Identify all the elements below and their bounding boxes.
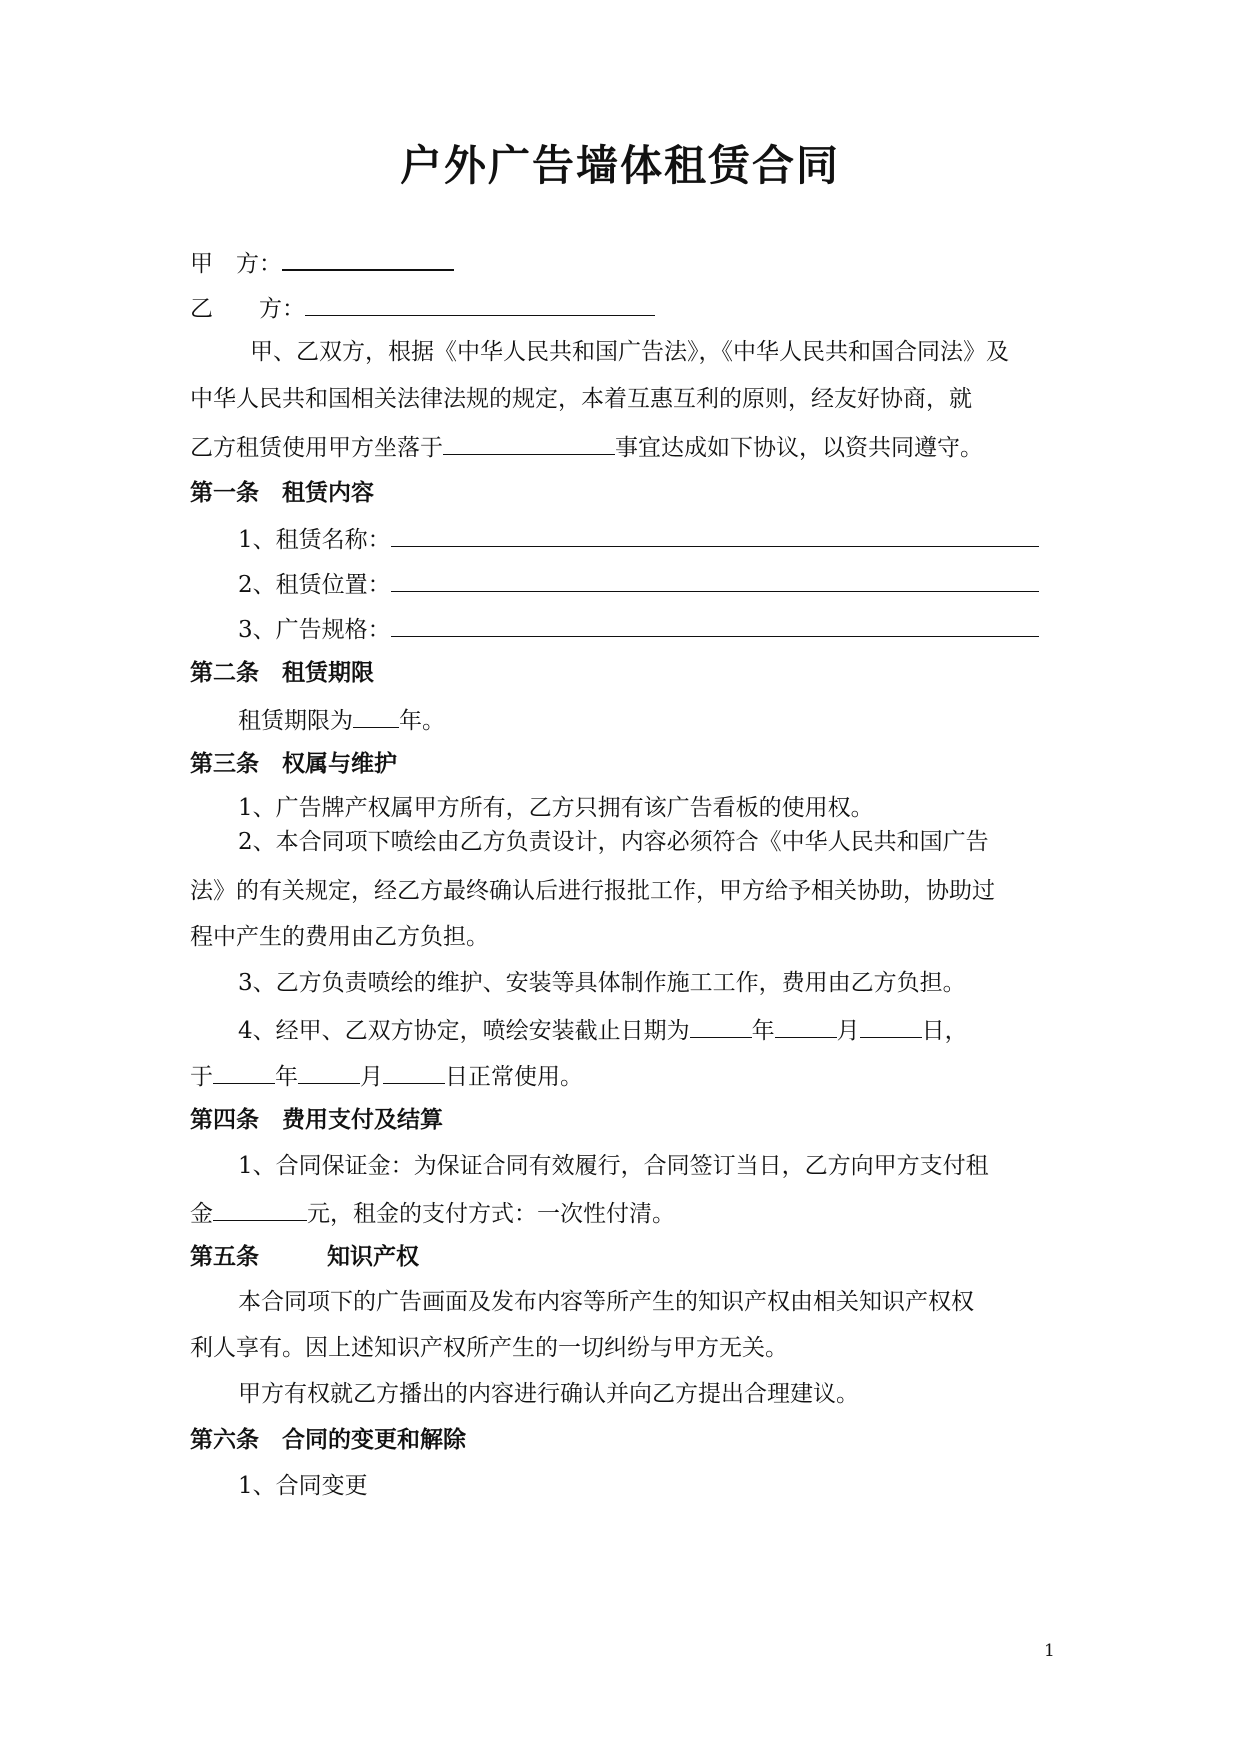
article-3-p1: 1、广告牌产权属甲方所有，乙方只拥有该广告看板的使用权。 (238, 795, 874, 821)
article-3-p4-line-2 (190, 1059, 583, 1093)
deadline-month-blank (775, 1013, 837, 1038)
article-6-heading: 第六条 合同的变更和解除 (190, 1427, 466, 1453)
ad-spec-label: 3、广告规格： (238, 617, 391, 643)
page-title: 户外广告墙体租赁合同 (399, 141, 840, 190)
day-label: 日， (921, 1018, 968, 1044)
article-5-p2: 甲方有权就乙方播出的内容进行确认并向乙方提出合理建议。 (238, 1381, 859, 1407)
page-number: 1 (1044, 1641, 1055, 1661)
use-month-blank (298, 1059, 360, 1084)
article-3-p2-line-2: 法》的有关规定，经乙方最终确认后进行报批工作，甲方给予相关协助，协助过 (190, 878, 995, 904)
rental-name-blank (391, 522, 1039, 547)
article-1-item-3 (238, 612, 1039, 646)
ad-spec-blank (391, 612, 1039, 637)
article-4-heading: 第四条 费用支付及结算 (190, 1107, 443, 1133)
rental-location-blank (391, 567, 1039, 592)
article-3-p4-line-1 (238, 1013, 968, 1047)
preamble-line-2: 中华人民共和国相关法律法规的规定，本着互惠互利的原则，经友好协商，就 (190, 386, 972, 412)
deadline-year-blank (690, 1013, 752, 1038)
article-2-heading: 第二条 租赁期限 (190, 660, 374, 686)
use-year-blank (213, 1059, 275, 1084)
article-4-p1-line-1: 1、合同保证金：为保证合同有效履行，合同签订当日，乙方向甲方支付租 (238, 1153, 989, 1179)
article-5-p1-line-1: 本合同项下的广告画面及发布内容等所产生的知识产权由相关知识产权权 (238, 1289, 974, 1315)
use-date-suffix: 日正常使用。 (445, 1064, 583, 1090)
lease-term-prefix: 租赁期限为 (238, 708, 353, 734)
article-5-p1-line-2: 利人享有。因上述知识产权所产生的一切纠纷与甲方无关。 (190, 1335, 788, 1361)
article-1-item-1 (238, 522, 1039, 556)
article-3-p2-line-1: 2、本合同项下喷绘由乙方负责设计，内容必须符合《中华人民共和国广告 (238, 829, 989, 855)
article-6-item-1: 1、合同变更 (238, 1473, 368, 1499)
party-b-label: 乙 方： (190, 296, 305, 322)
article-3-p2-line-3: 程中产生的费用由乙方负担。 (190, 924, 489, 950)
article-2-text (238, 703, 445, 737)
article-3-heading: 第三条 权属与维护 (190, 751, 397, 777)
rent-amount-blank (213, 1196, 307, 1221)
party-a-line (190, 245, 454, 280)
rent-suffix: 元，租金的支付方式：一次性付清。 (307, 1201, 675, 1227)
deadline-day-blank (860, 1013, 922, 1038)
preamble-line-3 (190, 430, 983, 464)
rent-prefix: 金 (190, 1201, 213, 1227)
party-a-blank (282, 245, 454, 271)
lease-term-blank (353, 703, 399, 728)
year-label: 年 (751, 1018, 775, 1044)
preamble-line-3a: 乙方租赁使用甲方坐落于 (190, 435, 443, 461)
use-day-blank (383, 1059, 445, 1084)
article-1-heading: 第一条 租赁内容 (190, 480, 374, 506)
article-5-heading (190, 1241, 419, 1273)
rental-name-label: 1、租赁名称： (238, 527, 391, 553)
month-label: 月 (836, 1018, 860, 1044)
article-3-p3: 3、乙方负责喷绘的维护、安装等具体制作施工工作，费用由乙方负担。 (238, 970, 966, 996)
preamble-line-3b: 事宜达成如下协议，以资共同遵守。 (615, 435, 983, 461)
party-b-line (190, 291, 655, 325)
lease-term-suffix: 年。 (399, 708, 445, 734)
location-blank (443, 430, 615, 455)
party-b-blank (305, 291, 655, 316)
article-1-item-2 (238, 567, 1039, 601)
rental-location-label: 2、租赁位置： (238, 572, 391, 598)
month-label: 月 (360, 1064, 383, 1090)
preamble-line-1: 甲、乙双方，根据《中华人民共和国广告法》，《中华人民共和国合同法》及 (250, 339, 1009, 365)
install-deadline-label: 4、经甲、乙双方协定，喷绘安装截止日期为 (238, 1018, 690, 1044)
use-date-prefix: 于 (190, 1064, 213, 1090)
article-5-title: 知识产权 (327, 1244, 419, 1270)
party-a-label: 甲 方： (190, 251, 282, 277)
article-5-number: 第五条 (190, 1244, 259, 1270)
year-label: 年 (275, 1064, 298, 1090)
article-4-p1-line-2 (190, 1196, 675, 1230)
